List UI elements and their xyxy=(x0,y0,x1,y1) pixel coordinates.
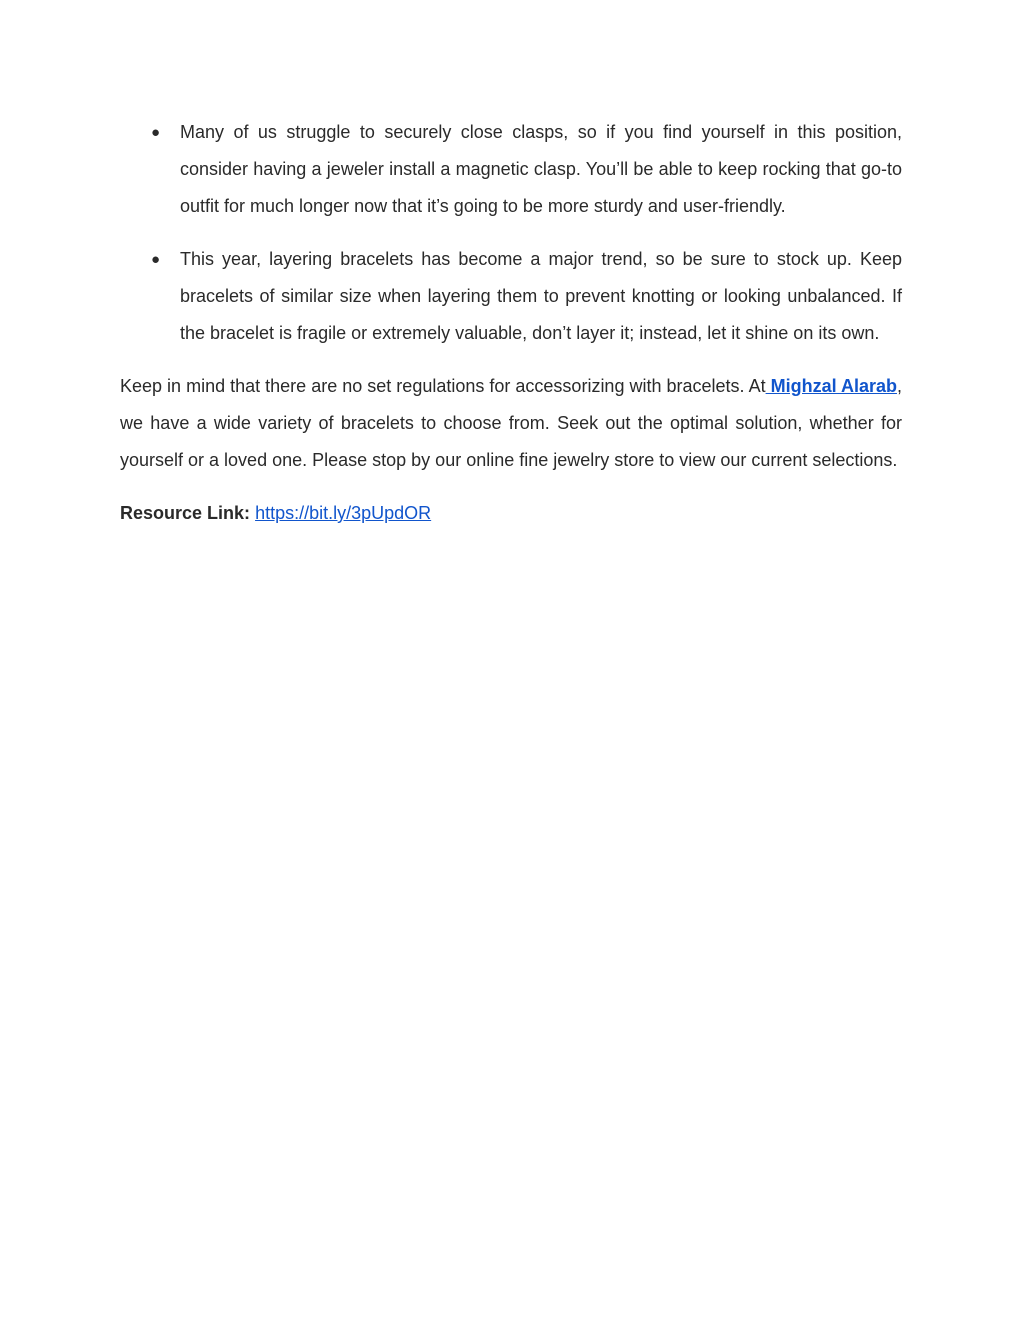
document-page xyxy=(120,114,902,550)
bullet-item xyxy=(120,241,902,352)
paragraph-text-after-link: , we have a wide variety of bracelets to choose from. Seek out the optimal solution, whether for yourself or a loved one. Please stop by our online fine jewelry store to view our current selections. xyxy=(120,376,902,470)
resource-label: Resource Link: xyxy=(120,503,251,523)
bullet-item xyxy=(120,114,902,225)
mighzal-alarab-link[interactable]: Mighzal Alarab xyxy=(765,376,897,396)
bullet-list xyxy=(120,114,902,352)
bullet-text: This year, layering bracelets has become a major trend, so be sure to stock up. Keep bracelets of similar size when layering them to prevent knotting or looking unbalanced. If the bracelet is fragile or extremely valuable, don’t layer it; instead, let it shine on its own. xyxy=(180,249,902,343)
bullet-text: Many of us struggle to securely close clasps, so if you find yourself in this position, consider having a jeweler install a magnetic clasp. You’ll be able to keep rocking that go-to outfit for much longer now that it’s going to be more sturdy and user-friendly. xyxy=(180,122,902,216)
body-paragraph xyxy=(120,368,902,479)
resource-url-link[interactable]: https://bit.ly/3pUpdOR xyxy=(255,503,432,523)
resource-line xyxy=(120,495,902,532)
paragraph-text-before-link: Keep in mind that there are no set regulations for accessorizing with bracelets. At xyxy=(120,376,766,396)
bullet-marker: ● xyxy=(151,124,161,141)
bullet-marker: ● xyxy=(151,251,161,268)
